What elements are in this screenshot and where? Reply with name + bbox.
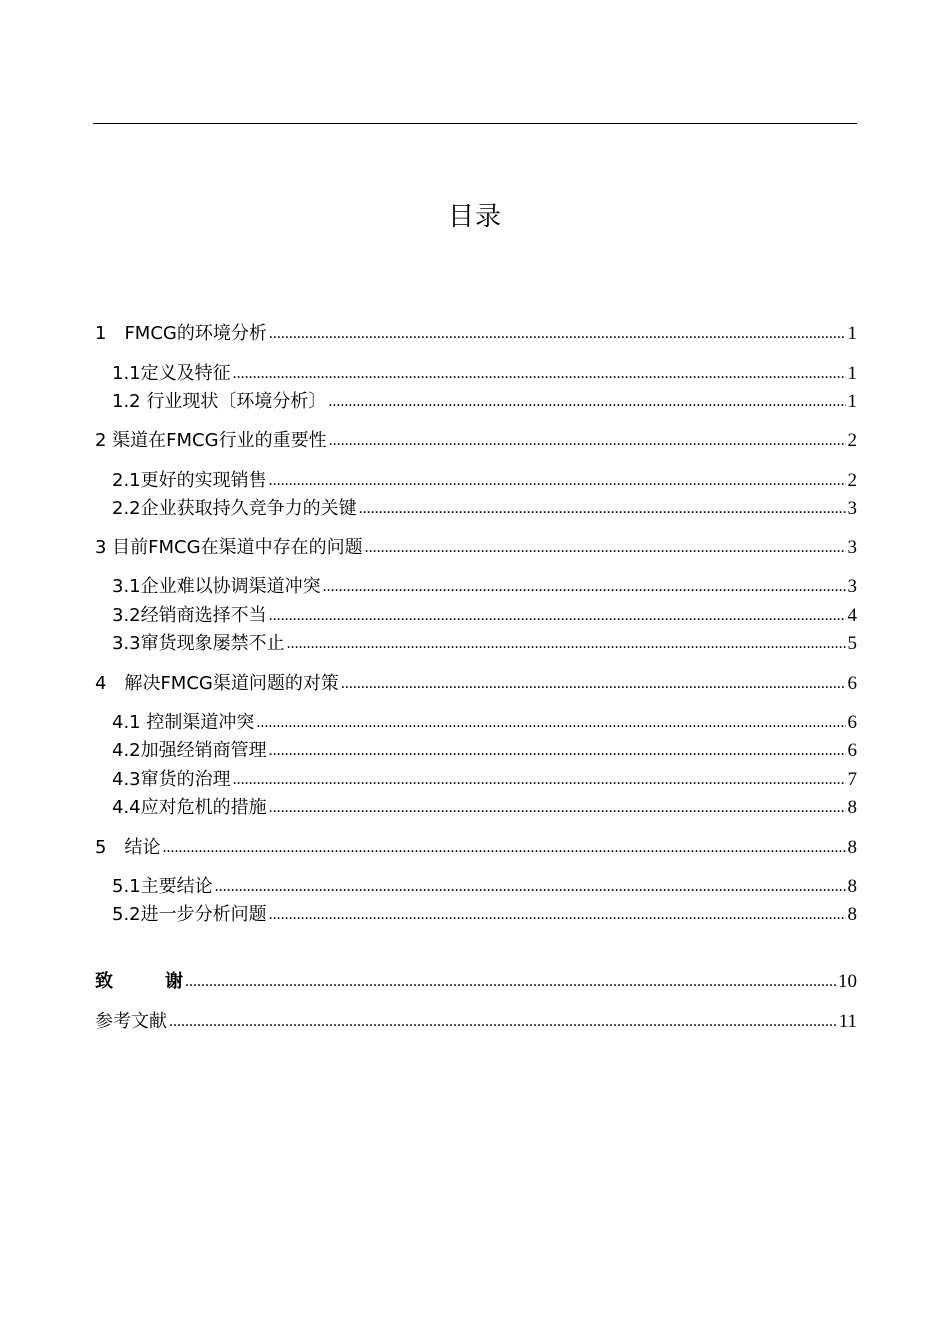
toc-page-number: 7 [847, 769, 857, 790]
toc-entry-label: 4.3窜货的治理 [112, 769, 231, 790]
toc-entry-label: 2 渠道在FMCG行业的重要性 [95, 430, 327, 451]
toc-entry-label: 5.1主要结论 [112, 876, 213, 897]
toc-entry[interactable] [95, 672, 857, 696]
toc-page-number: 3 [847, 498, 857, 519]
toc-page-number: 8 [847, 876, 857, 897]
toc-leader [365, 536, 846, 560]
toc-entry[interactable] [112, 739, 857, 763]
toc-entry-label: 1 FMCG的环境分析 [95, 323, 267, 344]
toc-entry[interactable] [112, 390, 857, 414]
toc-leader [328, 390, 845, 414]
toc-entry-label [95, 970, 183, 994]
toc-entry-acknowledgements[interactable] [95, 970, 857, 994]
toc-page-number: 6 [847, 673, 857, 694]
toc-leader [233, 362, 846, 386]
toc-entry-label: 1.1定义及特征 [112, 363, 231, 384]
toc-entry[interactable] [95, 322, 857, 346]
toc-entry-references[interactable] [95, 1010, 857, 1034]
toc-leader [329, 429, 846, 453]
toc-page-number: 4 [847, 605, 857, 626]
toc-entry-label: 4.4应对危机的措施 [112, 797, 267, 818]
toc-entry-label: 5 结论 [95, 837, 161, 858]
toc-page-number: 1 [847, 363, 857, 384]
toc-leader [169, 1010, 837, 1034]
toc-page-number: 8 [847, 797, 857, 818]
toc-page-number: 10 [838, 971, 857, 992]
toc-entry[interactable] [112, 768, 857, 792]
toc-page-number: 5 [847, 633, 857, 654]
toc-entry-label: 2.1更好的实现销售 [112, 470, 267, 491]
toc-entry-label: 3.2经销商选择不当 [112, 605, 267, 626]
toc-entry[interactable] [112, 632, 857, 656]
toc-entry-label: 5.2进一步分析问题 [112, 904, 267, 925]
toc-entry[interactable] [112, 575, 857, 599]
toc-entry-label: 3.3窜货现象屡禁不止 [112, 633, 285, 654]
toc-entry[interactable] [112, 796, 857, 820]
toc-page-number: 1 [847, 323, 857, 344]
toc-page-number: 3 [847, 537, 857, 558]
toc-page-number: 3 [847, 576, 857, 597]
toc-entry[interactable] [95, 836, 857, 860]
toc-entry-label: 4 解决FMCG渠道问题的对策 [95, 673, 339, 694]
header-rule [93, 123, 857, 124]
toc-label-part: 致 [95, 971, 113, 992]
toc-page-number: 8 [847, 904, 857, 925]
toc-page-number: 6 [847, 712, 857, 733]
toc-leader [269, 604, 846, 628]
toc-entry-label: 1.2 行业现状〔环境分析〕 [112, 391, 327, 412]
toc-page-number: 6 [847, 740, 857, 761]
toc-page-number: 11 [838, 1011, 857, 1032]
toc-entry-label: 参考文献 [95, 1011, 167, 1032]
toc-entry[interactable] [95, 429, 857, 453]
toc-title: 目录 [447, 202, 502, 232]
toc-leader [341, 672, 846, 696]
toc-page-number: 2 [847, 470, 857, 491]
toc-entry-label: 3 目前FMCG在渠道中存在的问题 [95, 537, 363, 558]
toc-leader [323, 575, 846, 599]
toc-leader [269, 469, 846, 493]
toc-label-part: 谢 [165, 971, 183, 992]
toc-entry-label: 3.1企业难以协调渠道冲突 [112, 576, 321, 597]
toc-entry-label: 4.2加强经销商管理 [112, 740, 267, 761]
toc-entry[interactable] [112, 711, 857, 735]
toc-leader [269, 322, 846, 346]
toc-leader [162, 836, 845, 860]
toc-leader [269, 903, 846, 927]
toc-leader [287, 632, 846, 656]
toc-entry[interactable] [112, 903, 857, 927]
toc-page-number: 8 [847, 837, 857, 858]
toc-entry[interactable] [112, 469, 857, 493]
toc-entry[interactable] [112, 497, 857, 521]
toc-entry-label: 4.1 控制渠道冲突 [112, 712, 255, 733]
toc-leader [256, 711, 845, 735]
toc-entry[interactable] [95, 536, 857, 560]
toc-entry-label: 2.2企业获取持久竞争力的关键 [112, 498, 357, 519]
toc-entry[interactable] [112, 875, 857, 899]
toc-page-number: 1 [847, 391, 857, 412]
toc-leader [269, 739, 846, 763]
toc-leader [269, 796, 846, 820]
toc-leader [359, 497, 846, 521]
toc-page-number: 2 [847, 430, 857, 451]
toc-leader [233, 768, 846, 792]
toc-entry[interactable] [112, 604, 857, 628]
toc-leader [185, 970, 836, 994]
toc-leader [215, 875, 846, 899]
toc-entry[interactable] [112, 362, 857, 386]
